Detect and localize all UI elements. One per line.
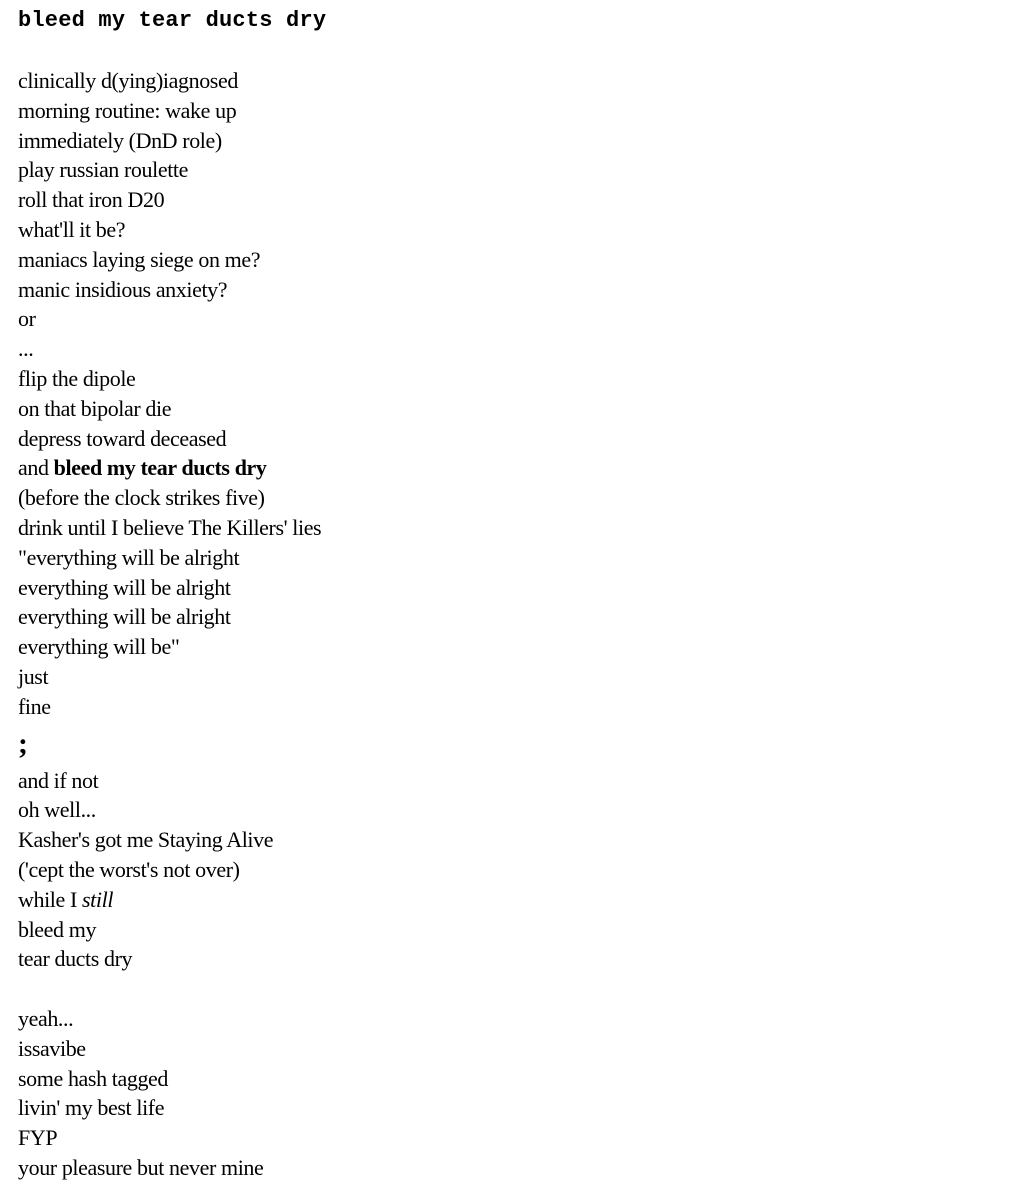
poem-line: fine bbox=[18, 693, 51, 719]
poem-line: or bbox=[18, 306, 36, 332]
poem-line: (before the clock strikes five) bbox=[18, 485, 265, 511]
poem-line: tear ducts dry bbox=[18, 946, 133, 972]
poem-line: and if not bbox=[18, 767, 99, 793]
poem-line: FYP bbox=[18, 1125, 58, 1151]
stanza-5 bbox=[18, 1004, 1024, 1183]
stanza-1 bbox=[18, 66, 1024, 483]
poem-line: clinically d(ying)iagnosed bbox=[18, 68, 238, 93]
poem-body bbox=[18, 66, 1024, 1183]
poem-line: your pleasure but never mine bbox=[18, 1154, 264, 1180]
poem-line: roll that iron D20 bbox=[18, 187, 165, 213]
poem-line: maniacs laying siege on me? bbox=[18, 246, 261, 272]
poem-line: some hash tagged bbox=[18, 1065, 169, 1091]
poem-line-bold bbox=[18, 453, 1024, 483]
poem-line: everything will be alright bbox=[18, 574, 231, 600]
poem-line: bleed my bbox=[18, 916, 97, 942]
poem-line: oh well... bbox=[18, 797, 96, 823]
italic-line-prefix: while I bbox=[18, 886, 83, 912]
stanza-2 bbox=[18, 483, 1024, 721]
semicolon-mark: ; bbox=[18, 726, 28, 760]
poem-line: immediately (DnD role) bbox=[18, 127, 222, 153]
poem-line: everything will be alright bbox=[18, 604, 231, 630]
poem-line: depress toward deceased bbox=[18, 425, 227, 451]
poem-line: issavibe bbox=[18, 1035, 86, 1061]
poem-line: manic insidious anxiety? bbox=[18, 276, 228, 302]
bold-line-prefix: and bbox=[18, 455, 54, 481]
poem-line: Kasher's got me Staying Alive bbox=[18, 827, 274, 853]
poem-line: what'll it be? bbox=[18, 216, 126, 242]
poem-line: flip the dipole bbox=[18, 365, 136, 391]
poem-line: ('cept the worst's not over) bbox=[18, 856, 240, 882]
stanza-gap bbox=[18, 974, 1024, 1004]
poem-title: bleed my tear ducts dry bbox=[18, 8, 327, 33]
poem-line: drink until I believe The Killers' lies bbox=[18, 514, 322, 540]
poem-line: yeah... bbox=[18, 1005, 74, 1031]
poem-line: just bbox=[18, 663, 49, 689]
poem-line: ... bbox=[18, 336, 34, 362]
poem-line: "everything will be alright bbox=[18, 544, 240, 570]
poem-line: morning routine: wake up bbox=[18, 97, 237, 123]
poem-line: play russian roulette bbox=[18, 157, 188, 183]
poem-line: everything will be" bbox=[18, 634, 180, 660]
italic-line-text: still bbox=[82, 886, 114, 912]
poem-line-italic bbox=[18, 885, 1024, 915]
poem-line: on that bipolar die bbox=[18, 395, 172, 421]
poem-line: livin' my best life bbox=[18, 1095, 165, 1121]
bold-line-text: bleed my tear ducts dry bbox=[53, 455, 267, 481]
poem-page bbox=[0, 8, 1024, 1194]
stanza-3 bbox=[18, 766, 1024, 975]
